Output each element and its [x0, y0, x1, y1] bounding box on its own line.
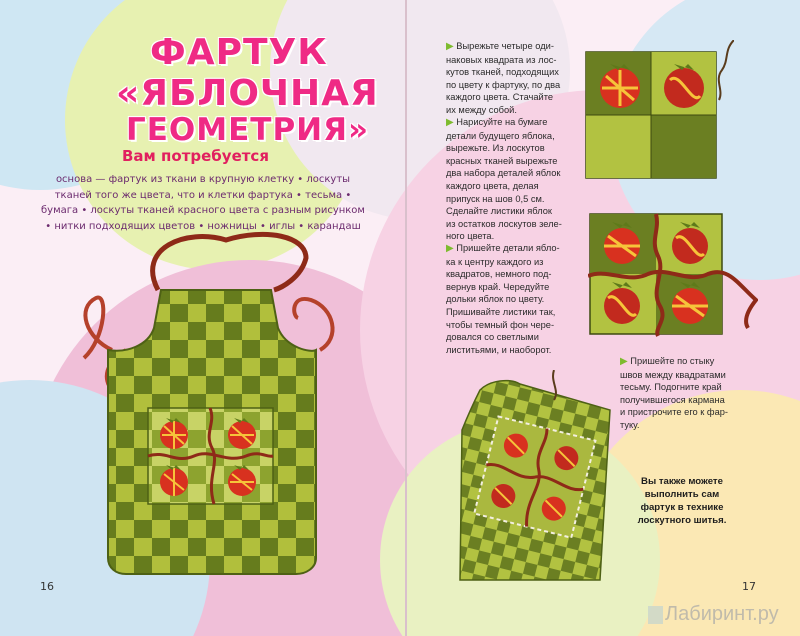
materials-list: основа — фартук из ткани в крупную клетку • лоскуты тканей того же цвета, что и клетки фартука • тесьма • бумага • лоскуты тканей красного цвета с разным рисунком • нитки подходящих цветов • ножницы • иглы • карандаш: [41, 174, 365, 232]
step-arrow-icon: ▶: [620, 356, 628, 367]
step-3: [446, 242, 586, 356]
watermark: Лабиринт.ру: [665, 603, 779, 625]
page-title-line2: «ЯБЛОЧНАЯ: [116, 73, 379, 114]
materials-heading: Вам потребуется: [122, 147, 269, 165]
page-number-right: 17: [742, 580, 756, 593]
step-1-text: Вырежьте четыре оди- наковых квадрата из лос- кутов тканей, подходящих по цвету к фартуку, по два каждого цвета. Стачайте их между собой.: [446, 41, 561, 115]
step-arrow-icon: ▶: [446, 41, 454, 52]
step-2: [446, 116, 586, 243]
step-4: [620, 355, 790, 432]
pocket-with-ribbons-illustration: [588, 210, 758, 340]
step-arrow-icon: ▶: [446, 117, 454, 128]
apron-illustration: [66, 228, 366, 588]
step-1: [446, 40, 586, 117]
step-2-text: Нарисуйте на бумаге детали будущего яблока, вырежьте. Из лоскутов красных тканей вырежьте два набора деталей яблок каждого цвета, делая припуск на шов 0,5 см. Сделайте листики яблок из остатков лоскутов зеле- ного цвета.: [446, 117, 562, 242]
extra-tip: Вы также можете выполнить сам фартук в технике лоскутного шитья.: [637, 476, 727, 526]
right-page: [406, 0, 800, 636]
step-4-text: Пришейте по стыку швов между квадратами тесьму. Подогните край получившегося кармана и пристрочите его к фар- туку.: [620, 356, 729, 430]
step-3-text: Пришейте детали ябло- ка к центру каждого из квадратов, немного под- вернув край. Чередуйте дольки яблок по цвету. Пришивайте листики так, чтобы темный фон чере- довался со светлыми листитьями, и наоборот.: [446, 243, 560, 355]
watermark-logo-icon: [648, 606, 663, 624]
page-title-line1: ФАРТУК: [150, 32, 328, 73]
pocket-squares-illustration: [584, 40, 734, 190]
page-number-left: 16: [40, 580, 54, 593]
pocket-on-apron-illustration: [450, 370, 620, 590]
page-title-line3: ГЕОМЕТРИЯ»: [126, 112, 370, 148]
step-arrow-icon: ▶: [446, 243, 454, 254]
